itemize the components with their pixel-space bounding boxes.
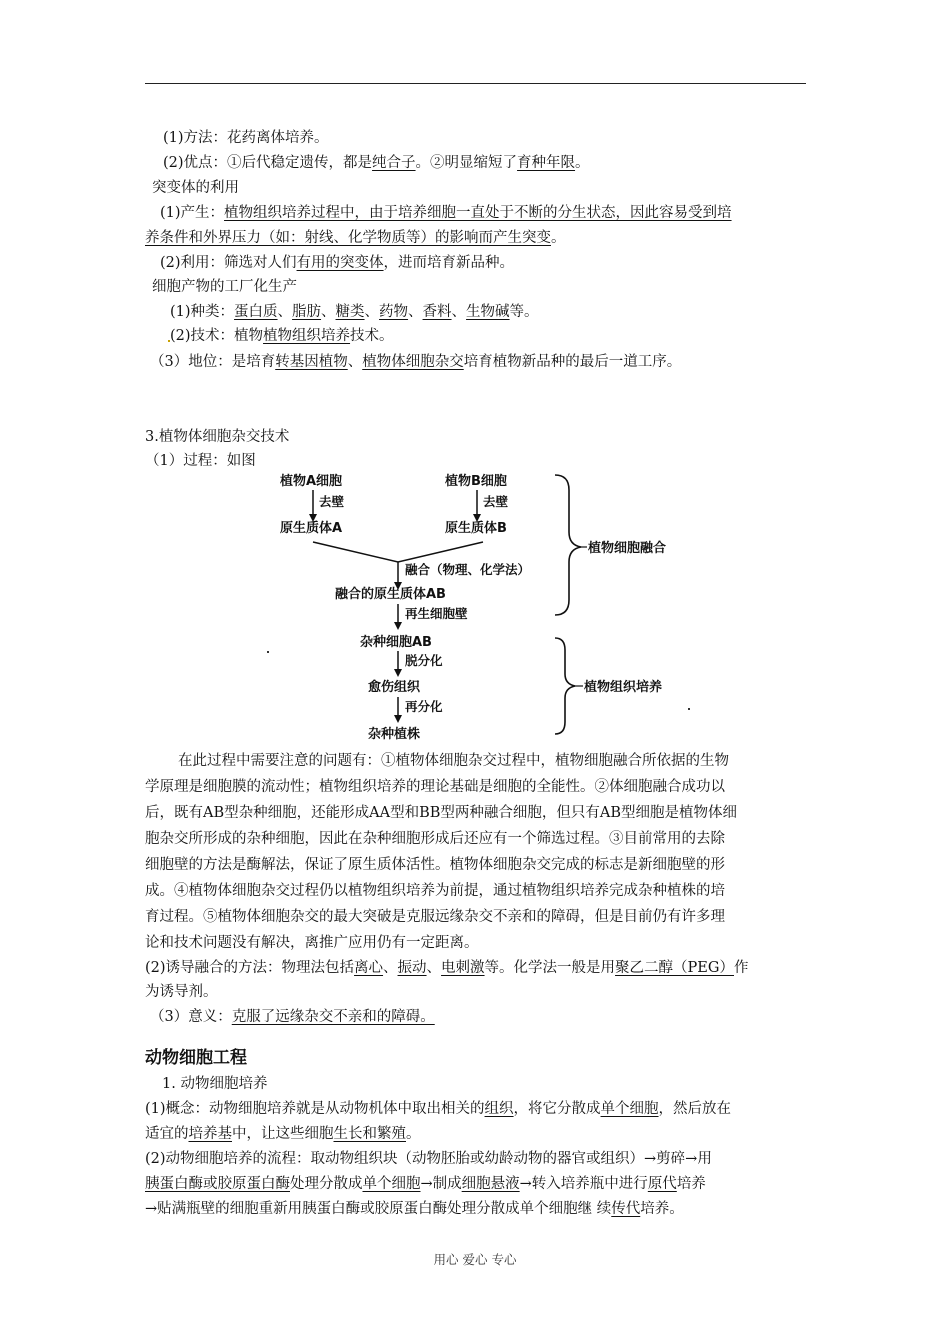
products-tech-line: (2)技术：植物植物组织培养技术。 [170,328,394,344]
process-label: （1）过程：如图 [145,453,256,469]
arrowhead-dediff [394,669,402,677]
concept-line-2: 适宜的培养基中，让这些细胞生长和繁殖。 [145,1126,421,1142]
plant-b-label: 植物B细胞 [445,474,507,489]
brace-fusion-label: 植物细胞融合 [588,541,667,556]
arrowhead-regen [394,622,402,630]
mutant-origin-line-1: (1)产生：植物组织培养过程中，由于培养细胞一直处于不断的分生状态，因此容易受到培 [160,205,732,221]
stray-dot-2 [688,708,690,710]
remove-wall-a-label: 去壁 [319,494,345,509]
regen-wall-label: 再生细胞壁 [405,606,468,621]
mutant-origin-line-2: 养条件和外界压力（如：射线、化学物质等）的影响而产生突变。 [145,230,566,246]
products-status-line: （3）地位：是培育转基因植物、植物体细胞杂交培育植物新品种的最后一道工序。 [150,354,682,370]
notes-line-7: 育过程。⑤植物体细胞杂交的最大突破是克服远缘杂交不亲和的障碍，但是目前仍有许多理 [145,909,725,925]
arrowhead-rediff [394,715,402,723]
hybrid-cell-label: 杂种细胞AB [360,635,432,650]
brace-culture [555,638,575,734]
stray-mark [168,340,170,342]
flow-line-1: (2)动物细胞培养的流程：取动物组织块（动物胚胎或幼龄动物的器官或组织）→剪碎→用 [145,1151,712,1167]
hybridization-diagram [265,470,705,742]
breeding-years-term: 育种年限 [517,155,576,171]
brace-fusion [555,475,581,615]
advantage-line: (2)优点：①后代稳定遗传，都是纯合子。②明显缩短了育种年限。 [163,155,590,171]
dediff-label: 脱分化 [405,653,443,668]
fused-protoplast-label: 融合的原生质体AB [335,587,446,602]
protoplast-b-label: 原生质体B [445,521,507,536]
products-kinds-line: (1)种类：蛋白质、脂肪、糖类、药物、香料、生物碱等。 [170,304,539,320]
induce-line-2: 为诱导剂。 [145,984,218,1000]
flow-line-3: →贴满瓶壁的细胞重新用胰蛋白酶或胶原蛋白酶处理分散成单个细胞继 续传代培养。 [145,1201,684,1217]
mutant-use-line: (2)利用：筛选对人们有用的突变体，进而培育新品种。 [160,255,515,271]
mutant-heading: 突变体的利用 [152,180,239,196]
header-rule [145,83,806,84]
notes-line-1: 在此过程中需要注意的问题有：①植物体细胞杂交过程中，植物细胞融合所依据的生物 [178,753,729,769]
induce-line-1: (2)诱导融合的方法：物理法包括离心、振动、电刺激等。化学法一般是用聚乙二醇（PEG）作 [145,960,749,976]
meaning-line: （3）意义：克服了远缘杂交不亲和的障碍。 [150,1009,435,1025]
remove-wall-b-label: 去壁 [483,494,509,509]
method-line: (1)方法：花药离体培养。 [163,130,329,146]
stray-dot-1 [267,651,269,653]
fusion-lines [313,542,483,562]
pure-line-term: 纯合子 [372,155,416,171]
hybrid-plant-label: 杂种植株 [368,727,421,742]
notes-line-8: 论和技术问题没有解决，离推广应用仍有一定距离。 [145,935,479,951]
flow-line-2: 胰蛋白酶或胶原蛋白酶处理分散成单个细胞→制成细胞悬液→转入培养瓶中进行原代培养 [145,1176,706,1192]
animal-sub-heading: 1. 动物细胞培养 [162,1076,268,1092]
protoplast-a-label: 原生质体A [280,521,343,536]
callus-label: 愈伤组织 [368,680,421,695]
animal-heading: 动物细胞工程 [145,1048,247,1068]
notes-line-4: 胞杂交所形成的杂种细胞，因此在杂种细胞形成后还应有一个筛选过程。③目前常用的去除 [145,831,725,847]
hybrid-heading: 3.植物体细胞杂交技术 [145,429,290,445]
plant-a-label: 植物A细胞 [280,474,343,489]
page-footer: 用心 爱心 专心 [433,1252,517,1267]
notes-line-2: 学原理是细胞膜的流动性；植物组织培养的理论基础是细胞的全能性。②体细胞融合成功以 [145,779,725,795]
notes-line-5: 细胞壁的方法是酶解法，保证了原生质体活性。植物体细胞杂交完成的标志是新细胞壁的形 [145,857,725,873]
fusion-method-label: 融合（物理、化学法） [405,562,531,577]
notes-line-3: 后，既有AB型杂种细胞，还能形成AA型和BB型两种融合细胞，但只有AB型细胞是植物体细 [145,805,738,821]
notes-line-6: 成。④植物体细胞杂交过程仍以植物组织培养为前提，通过植物组织培养完成杂种植株的培 [145,883,725,899]
rediff-label: 再分化 [405,699,443,714]
brace-culture-label: 植物组织培养 [584,680,663,695]
concept-line-1: (1)概念：动物细胞培养就是从动物机体中取出相关的组织，将它分散成单个细胞，然后放在 [145,1101,732,1117]
products-heading: 细胞产物的工厂化生产 [152,279,297,295]
